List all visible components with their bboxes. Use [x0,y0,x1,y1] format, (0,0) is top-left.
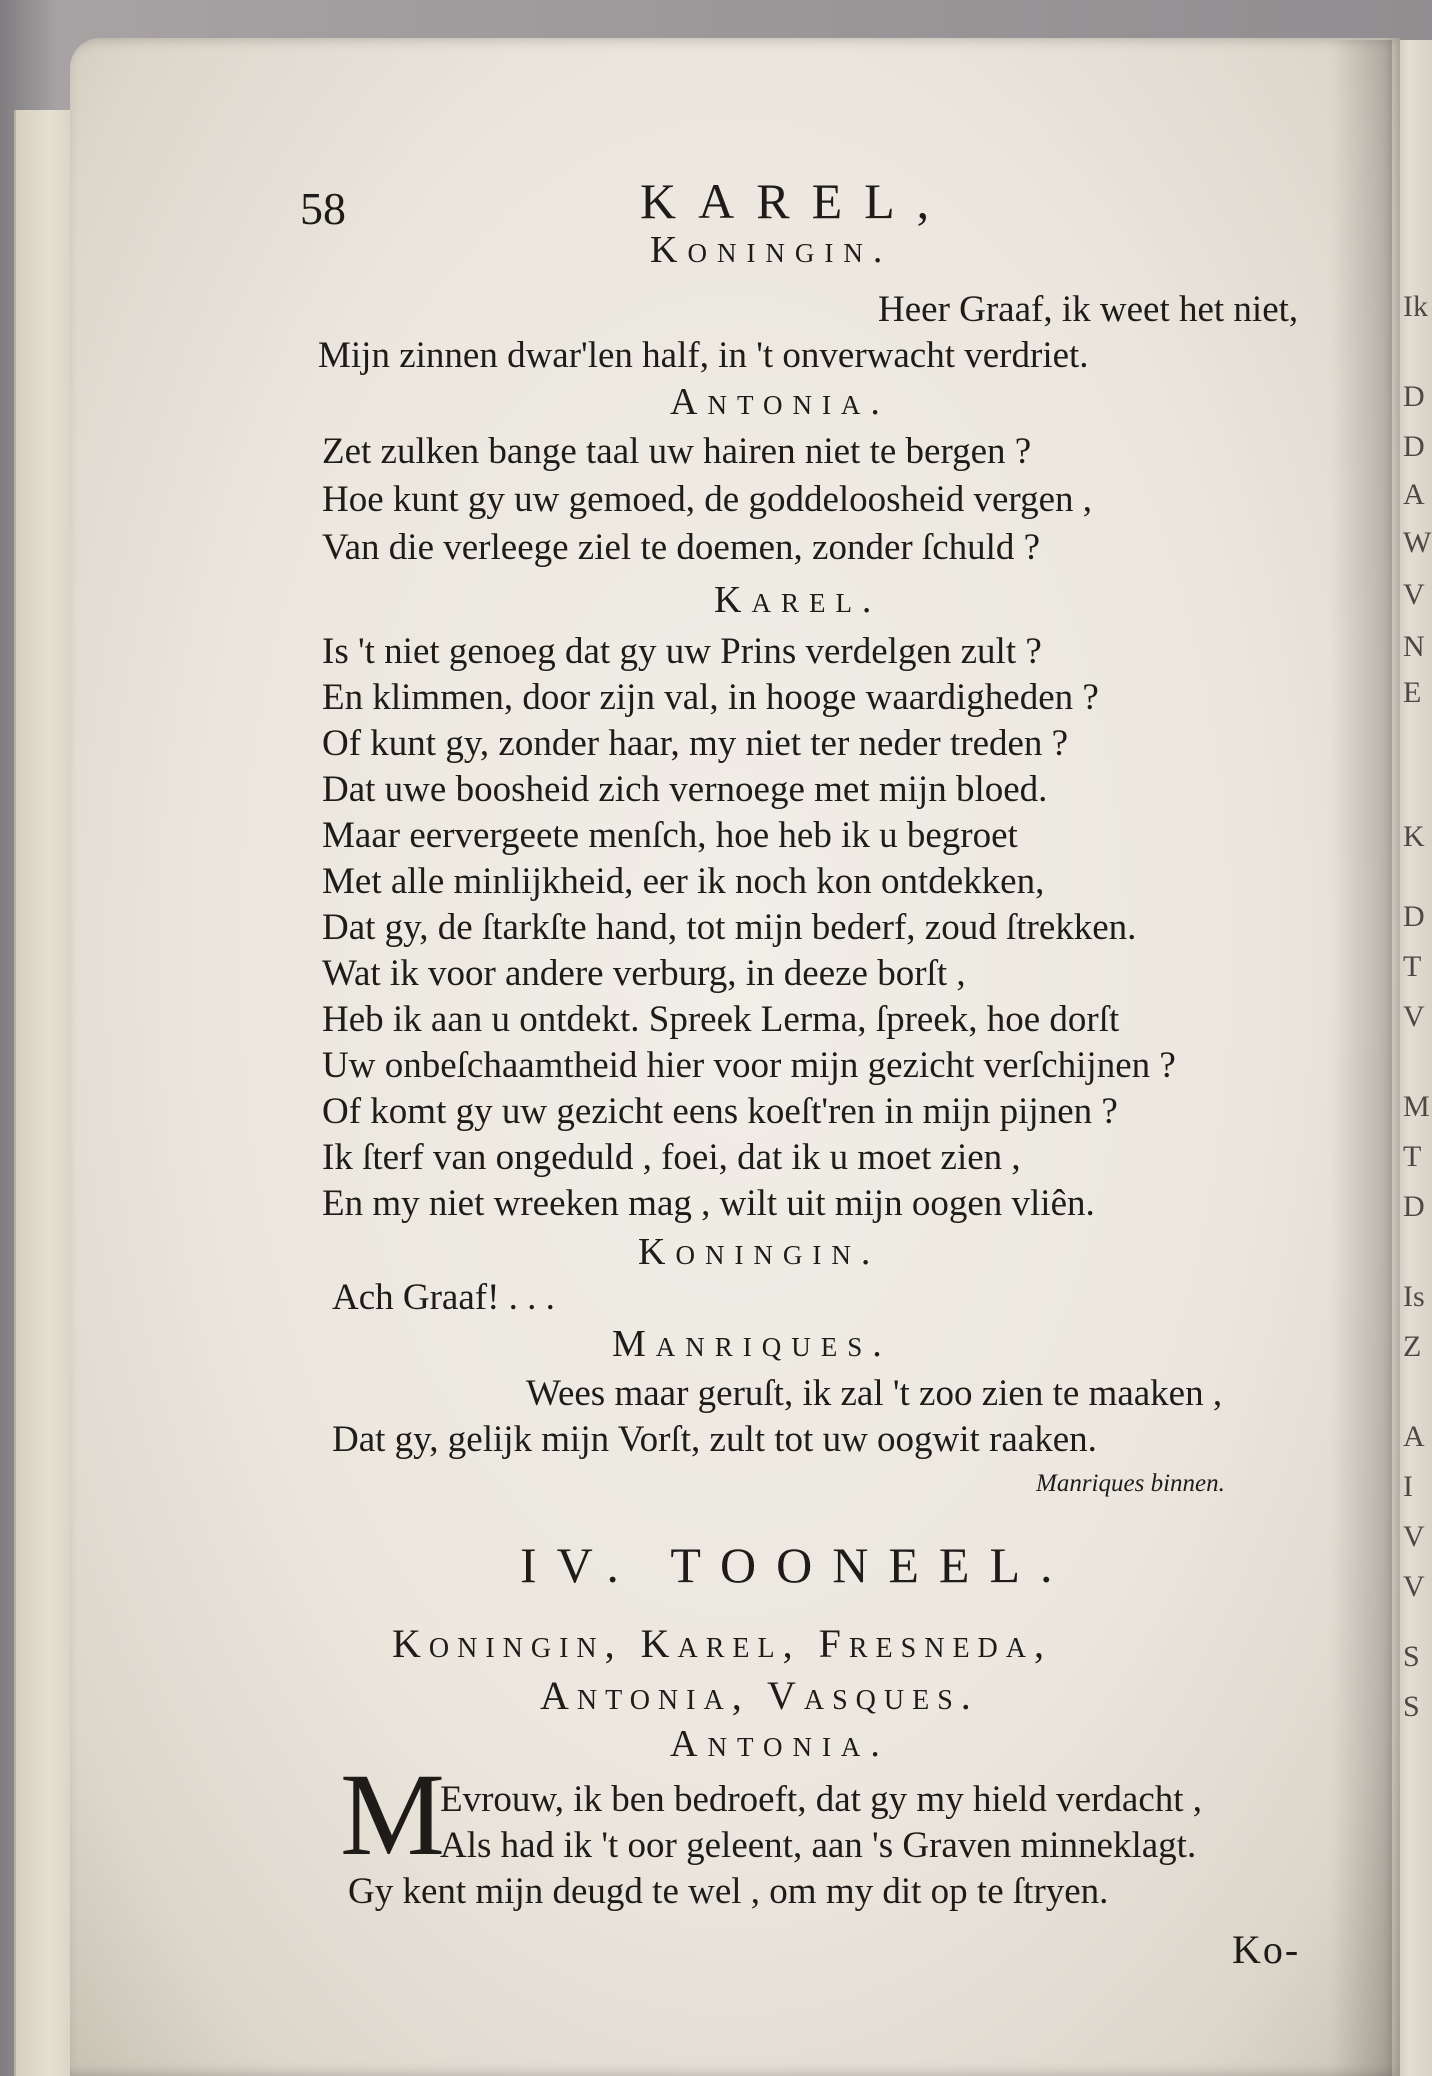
facing-page-letter: D [1403,380,1425,413]
verse-line: En klimmen, door zijn val, in hooge waardigheden ? [322,677,1099,718]
facing-page-letter: M [1403,1090,1430,1123]
facing-page-letter: D [1403,1190,1425,1223]
verse-line: Dat gy, de ſtarkſte hand, tot mijn bederf, zoud ſtrekken. [322,907,1137,948]
speaker-manriques: Manriques. [612,1323,892,1365]
facing-page-letter: Ik [1403,290,1428,323]
facing-page-letter: A [1403,478,1425,511]
cast-list: Antonia, Vasques. [540,1673,979,1718]
verse-line: Is 't niet genoeg dat gy uw Prins verdelgen zult ? [322,631,1042,672]
facing-page-letter: V [1403,1000,1425,1033]
stage-direction: Manriques binnen. [1036,1470,1225,1497]
cast-list: Koningin, Karel, Fresneda, [392,1621,1052,1666]
page-stack-edge [14,110,74,2076]
facing-page-letter: V [1403,578,1425,611]
facing-page-letter: T [1403,1140,1422,1173]
verse-line: Als had ik 't oor geleent, aan 's Graven minneklagt. [440,1825,1197,1866]
running-title: KAREL, [640,173,952,229]
verse-line: Zet zulken bange taal uw hairen niet te bergen ? [322,431,1032,472]
speaker-koningin: Koningin. [638,1231,881,1273]
verse-line: Wees maar geruſt, ik zal 't zoo zien te maaken , [526,1373,1223,1414]
facing-page-letter: N [1403,630,1425,663]
facing-page-letter: A [1403,1420,1425,1453]
facing-page-letter: Is [1403,1280,1425,1313]
verse-line: En my niet wreeken mag , wilt uit mijn oogen vliên. [322,1183,1095,1224]
verse-line: Dat uwe boosheid zich vernoege met mijn bloed. [322,769,1048,810]
verse-line: Maar eervergeete menſch, hoe heb ik u begroet [322,815,1018,856]
facing-page-letter: W [1403,526,1432,559]
facing-page-letter: S [1403,1640,1420,1673]
verse-line: Ik ſterf van ongeduld , foei, dat ik u moet zien , [322,1137,1021,1178]
speaker-koningin: Koningin. [650,229,893,271]
verse-line: Heer Graaf, ik weet het niet, [878,289,1299,330]
page-number: 58 [300,183,346,234]
gutter-shadow [1330,40,1392,2076]
speaker-karel: Karel. [714,579,882,621]
verse-line: Van die verleege ziel te doemen, zonder ſchuld ? [322,527,1041,568]
facing-page-letter: D [1403,900,1425,933]
verse-line: Of kunt gy, zonder haar, my niet ter neder treden ? [322,723,1069,764]
speaker-antonia: Antonia. [670,1723,890,1765]
verse-line: Heb ik aan u ontdekt. Spreek Lerma, ſpreek, hoe dorſt [322,999,1120,1040]
verse-line: Mijn zinnen dwar'len half, in 't onverwacht verdriet. [318,335,1089,376]
facing-page-letter: E [1403,676,1422,709]
verse-line: Met alle minlijkheid, eer ik noch kon ontdekken, [322,861,1045,902]
drop-cap: M [340,1749,445,1880]
verse-line: Uw onbeſchaamtheid hier voor mijn gezicht verſchijnen ? [322,1045,1176,1086]
verse-line: Wat ik voor andere verburg, in deeze borſt , [322,953,966,994]
catchword: Ko- [1232,1927,1301,1972]
scene-title: IV. TOONEEL. [520,1537,1073,1593]
facing-page-letter: D [1403,430,1425,463]
facing-page-letter: I [1403,1470,1413,1503]
facing-page-letter: T [1403,950,1422,983]
facing-page-letter: V [1403,1520,1425,1553]
verse-line: Gy kent mijn deugd te wel , om my dit op te ſtryen. [348,1871,1109,1912]
verse-line: Dat gy, gelijk mijn Vorſt, zult tot uw oogwit raaken. [332,1419,1097,1460]
facing-page-letter: S [1403,1690,1420,1723]
facing-page-letter: K [1403,820,1425,853]
facing-page-letter: V [1403,1570,1425,1603]
verse-line: Of komt gy uw gezicht eens koeſt'ren in mijn pijnen ? [322,1091,1118,1132]
verse-line: Ach Graaf! . . . [332,1277,555,1318]
verse-line: Hoe kunt gy uw gemoed, de goddeloosheid vergen , [322,479,1092,520]
facing-page-letter: Z [1403,1330,1422,1363]
speaker-antonia: Antonia. [670,381,890,423]
verse-line: Evrouw, ik ben bedroeft, dat gy my hield verdacht , [440,1779,1203,1820]
